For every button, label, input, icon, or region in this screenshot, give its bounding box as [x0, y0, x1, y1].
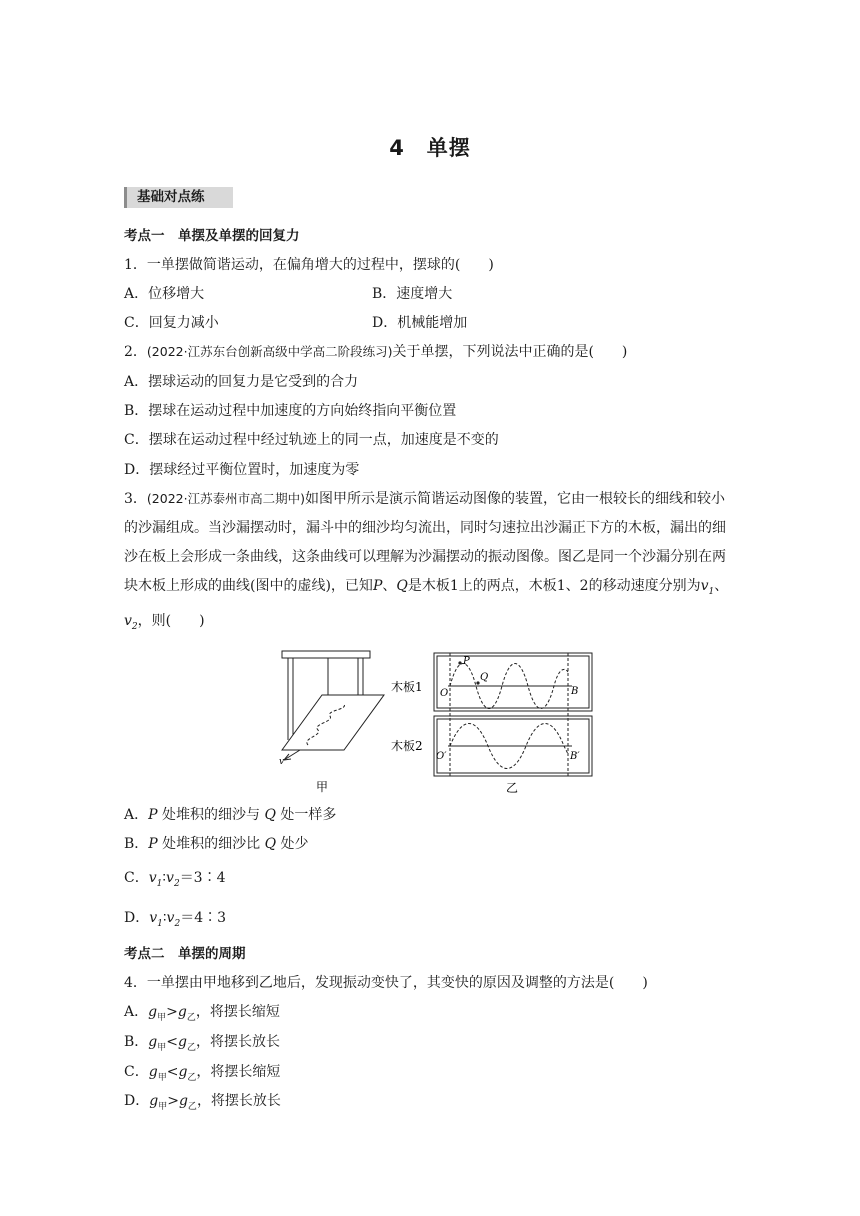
- topic-2-heading: 考点二 单摆的周期: [124, 946, 246, 962]
- q3-point-p: P: [372, 578, 383, 594]
- q3-option-a: A．P 处堆积的细沙与 Q 处一样多: [124, 807, 337, 823]
- q3-sep: 、: [382, 578, 397, 594]
- q3-option-c: C．$v_1∶v_2=3∶4$: [124, 870, 226, 889]
- q1-option-c: C．回复力减小: [124, 315, 219, 331]
- q4-option-c: C．$g_甲<g_乙$，将摆长缩短: [124, 1064, 281, 1083]
- q3-text-a: 如图甲所示是演示简谐运动图像的装置，它由一根较长的细线和较小的沙漏组成。当沙漏摆动时，漏斗中的细沙均匀流出，同时匀速拉出沙漏正下方的木板，漏出的细沙在板上会形成一条曲线，这条曲线可以理解为沙漏摆动的振动图像。图乙是同一个沙漏分别在两块木板上形成的曲线(图中的虚线)，已知: [124, 491, 726, 594]
- q4-option-a: A．$g_甲>g_乙$，将摆长缩短: [124, 1004, 280, 1023]
- q3-v1: $v_1$: [700, 578, 715, 597]
- q2-number: 2．: [124, 344, 147, 360]
- q3-v2: $v_2$: [124, 612, 138, 632]
- q2-source: (2022·江苏东台创新高级中学高二阶段练习): [146, 344, 393, 359]
- q3-tail: ，则( ): [137, 612, 205, 629]
- fig-yi-label: 乙: [506, 781, 519, 795]
- q1-stem: 1．一单摆做简谐运动，在偏角增大的过程中，摆球的( ): [124, 257, 494, 273]
- q3-figure: [262, 650, 602, 800]
- q3-sep2: 、: [714, 578, 729, 594]
- fig-v-label: v: [279, 757, 285, 767]
- section-tag: 基础对点练: [124, 187, 233, 208]
- q3-number: 3．: [124, 491, 147, 507]
- board-1-panel: [434, 653, 592, 776]
- q2-option-d: D．摆球经过平衡位置时，加速度为零: [124, 462, 360, 478]
- q1-option-d: D．机械能增加: [372, 315, 468, 331]
- fig-b2-label: B′: [570, 751, 580, 762]
- q2-stem: [124, 342, 627, 362]
- point-p-marker: [458, 661, 461, 664]
- q2-option-a: A．摆球运动的回复力是它受到的合力: [124, 374, 359, 390]
- q1-option-a: A．位移增大: [124, 286, 205, 302]
- q3-stem: [124, 484, 736, 642]
- page-title: 4 单摆: [389, 136, 471, 160]
- fig-p-label: P: [463, 656, 470, 667]
- topic-1-heading: 考点一 单摆及单摆的回复力: [124, 228, 300, 244]
- q2-option-b: B．摆球在运动过程中加速度的方向始终指向平衡位置: [124, 403, 457, 419]
- fig-b-label: B: [571, 686, 579, 697]
- q2-text: 关于单摆，下列说法中正确的是( ): [392, 344, 628, 360]
- q3-text-b: 是木板1上的两点，木板1、2的移动速度分别为: [407, 578, 701, 594]
- q3-point-q: Q: [396, 578, 408, 594]
- fig-q-label: Q: [480, 672, 489, 683]
- q1-option-b: B．速度增大: [372, 286, 453, 302]
- q4-option-d: D．$g_甲>g_乙$，将摆长放长: [124, 1093, 281, 1112]
- q2-option-c: C．摆球在运动过程中经过轨迹上的同一点，加速度是不变的: [124, 432, 499, 448]
- q4-stem: 4．一单摆由甲地移到乙地后，发现振动变快了，其变快的原因及调整的方法是( ): [124, 975, 648, 991]
- fig-o-label: O: [440, 688, 449, 699]
- board-2-label: 木板2: [391, 739, 423, 753]
- fig-o2-label: O′: [436, 751, 447, 762]
- q3-source: (2022·江苏泰州市高二期中): [146, 491, 305, 506]
- q3-option-b: B．P 处堆积的细沙比 Q 处少: [124, 836, 309, 852]
- pendulum-apparatus: [282, 651, 384, 760]
- q4-option-b: B．$g_甲<g_乙$，将摆长放长: [124, 1034, 280, 1053]
- q3-option-d: D．$v_1∶v_2=4∶3$: [124, 910, 227, 929]
- board-1-label: 木板1: [391, 680, 423, 694]
- fig-jia-label: 甲: [316, 780, 329, 794]
